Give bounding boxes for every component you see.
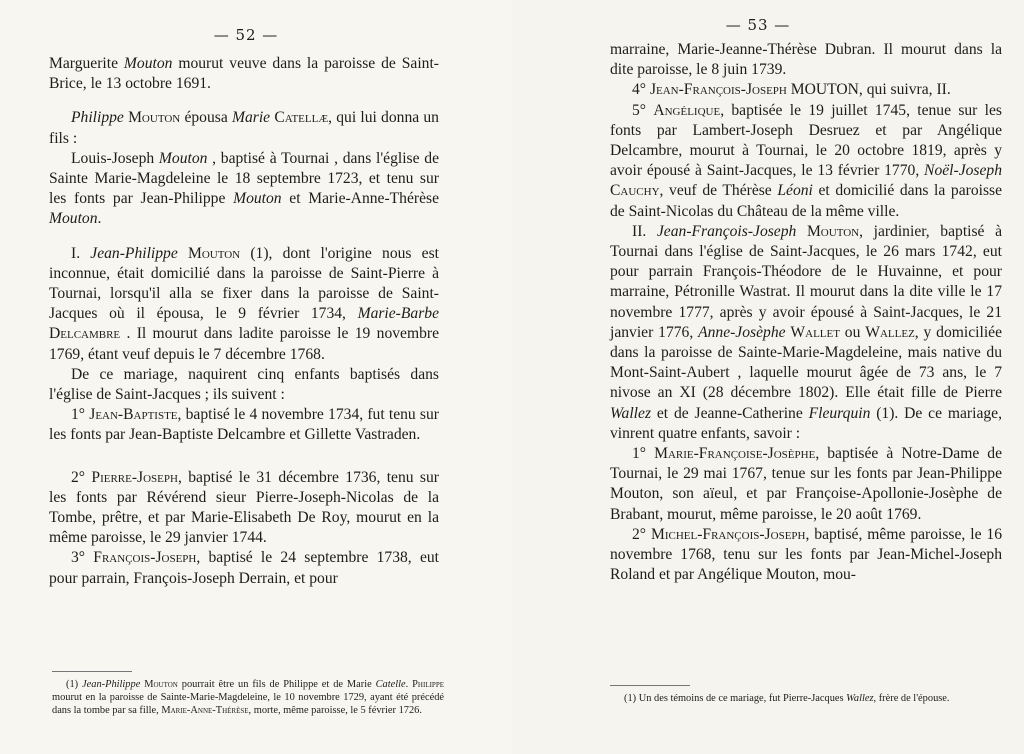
text-run: II. (632, 222, 657, 240)
footnote (610, 692, 1000, 705)
text-run: (1), dont l'origine nous est inconnue, était domicilié dans la paroisse de Saint-Pierre à Tournai, lorsqu'il alla se fixer dans la paroisse de Saint-Jacques où il épousa, le 9 février 1734, (49, 244, 440, 323)
text-run: I. (71, 244, 91, 262)
small-caps-name: Delcambre (49, 325, 121, 343)
small-caps-name: Jean-Baptiste (89, 406, 178, 424)
text-run: 1° (632, 445, 655, 463)
text-run: 4° (632, 81, 650, 99)
text-run: , y domiciliée dans la paroisse de Sainte-Marie-Magdeleine, mais native du Mont-Saint-Aubert , laquelle mourut âgée de 73 ans, le 7 nivose an XI (28 décembre 1802). Elle était fille de Pierre (610, 323, 1003, 402)
italic-text: Jean-Philippe (90, 244, 178, 262)
text-run: pourrait être un fils de Philippe et de Marie (177, 679, 376, 690)
paragraph (49, 365, 439, 405)
small-caps-name: Cauchy (610, 182, 660, 200)
text-run: , baptisé à Tournai , dans l'église de Sainte Marie-Magdeleine le 18 septembre 1723, et tenu sur les fonts par Jean-Philippe (49, 149, 439, 208)
italic-text: Wallez (610, 404, 652, 422)
text-run: . (97, 210, 102, 228)
text-run: 2° (632, 525, 651, 543)
paragraph (610, 101, 1002, 222)
text-run: , baptisée à Notre-Dame de Tournai, le 29 mai 1767, tenue sur les fonts par Jean-Philippe Mouton, son aïeul, et par Françoise-Apollonie-Josèphe de Brabant, mourut, même paroisse, le 20 août 1769. (610, 445, 1003, 523)
text-run: , veuf de Thérèse (659, 182, 778, 200)
text-run (796, 223, 807, 240)
small-caps-name: Angélique (653, 101, 721, 119)
text-run: . Il mourut dans ladite paroisse le 19 novembre 1769, étant veuf depuis le 7 décembre 1768. (49, 325, 439, 363)
small-caps-name: Mouton (187, 244, 241, 262)
small-caps-name: Marie-Anne-Thérèse (161, 705, 249, 716)
paragraph (610, 525, 1002, 586)
italic-text: Anne-Josèphe (698, 323, 786, 341)
text-run: mourut en la paroisse de Sainte-Marie-Magdeleine, le 10 novembre 1729, ayant été précédé dans la tombe par sa fille, (52, 692, 444, 716)
text-run: , baptisé, même paroisse, le 16 novembre 1768, tenu sur les fonts par Jean-Michel-Joseph Roland et par Angélique Mouton, mou- (610, 525, 1003, 584)
italic-text: Jean-Philippe (82, 679, 141, 690)
italic-text: Mouton (123, 55, 173, 72)
text-run: , baptisé le 4 novembre 1734, fut tenu sur les fonts par Jean-Baptiste Delcambre et Gillette Vastraden. (49, 406, 439, 444)
italic-text: Léoni (777, 182, 813, 200)
small-caps-name: Mouton (144, 679, 178, 690)
text-run: , frère de l'épouse. (873, 693, 950, 704)
text-run: MOUTON, qui suivra, II. (786, 81, 951, 99)
text-run: (1). De ce mariage, vinrent quatre enfants, savoir : (610, 404, 1002, 442)
paragraph (49, 548, 439, 588)
italic-text: Wallez (846, 693, 874, 704)
footnote-divider (52, 671, 132, 672)
text-run: 3° (71, 549, 94, 567)
paragraph (49, 468, 439, 549)
text-run: et domicilié dans la paroisse de Saint-Nicolas du Château de la même ville. (610, 182, 1003, 220)
page-number-52: — 52 — (213, 26, 279, 44)
text-run: , baptisé le 31 décembre 1736, tenu sur les fonts par Révérend sieur Pierre-Joseph-Nicolas de la Tombe, prêtre, et par Marie-Elisabeth De Roy, mourut en la même paroisse, le 29 janvier 1744. (49, 468, 439, 547)
page-number-53: — 53 — (725, 16, 791, 34)
small-caps-name: Marie-Françoise-Josèphe (654, 445, 816, 463)
text-run: (1) (66, 679, 83, 690)
italic-text: Marie-Barbe (357, 305, 439, 323)
italic-text: Jean-François-Joseph (656, 222, 797, 240)
small-caps-name: Wallez (865, 323, 915, 341)
italic-text: Philippe (71, 109, 124, 127)
text-run: ou (839, 323, 866, 341)
text-run: Marguerite (49, 55, 124, 72)
paragraph (610, 444, 1002, 525)
text-run: , morte, même paroisse, le 5 février 1726. (248, 705, 422, 716)
small-caps-name: Mouton (806, 222, 860, 240)
text-run: (1) Un des témoins de ce mariage, fut Pierre-Jacques (624, 693, 847, 704)
paragraph (49, 108, 439, 148)
paragraph (49, 244, 439, 365)
right-page (512, 0, 1024, 754)
text-run: et Marie-Anne-Thérèse (281, 190, 439, 208)
text-run: 1° (71, 406, 90, 424)
text-run (178, 245, 188, 262)
small-caps-name: Michel-François-Joseph (650, 525, 806, 543)
text-run: Louis-Joseph (71, 149, 159, 167)
small-caps-name: Mouton (128, 109, 181, 127)
italic-text: Mouton (233, 190, 282, 208)
right-page-body (610, 40, 1002, 585)
text-run: 5° (632, 101, 654, 119)
paragraph (610, 80, 1002, 100)
italic-text: Marie (231, 109, 271, 127)
text-run: , jardinier, baptisé à Tournai dans l'église de Saint-Jacques, le 26 mars 1742, eut pour parrain François-Théodore de le Huvainne, et pour marraine, Pétronille Wastrat. Il mourut dans la dite ville le 17 novembre 1777, après y avoir épousé à Saint-Jacques, le 21 janvier 1776, (610, 222, 1002, 341)
footnote-divider (610, 685, 690, 686)
italic-text: Fleurquin (808, 404, 871, 422)
footnote (52, 678, 444, 717)
text-run: 2° (71, 468, 92, 486)
text-run: . (405, 679, 413, 690)
small-caps-name: Pierre-Joseph (91, 468, 178, 486)
text-run: De ce mariage, naquirent cinq enfants baptisés dans l'église de Saint-Jacques ; ils suivent : (49, 365, 439, 404)
left-footnotes (52, 678, 444, 717)
italic-text: Noël-Joseph (924, 162, 1002, 180)
paragraph (49, 54, 439, 94)
paragraph (49, 405, 439, 445)
text-run: , baptisé le 24 septembre 1738, eut pour parrain, François-Joseph Derrain, et pour (49, 549, 439, 587)
right-footnotes (610, 692, 1000, 705)
text-run: , baptisée le 19 juillet 1745, tenue sur les fonts par Lambert-Joseph Desruez et par Angélique Delcambre, mourut à Tournai, le 20 octobre 1819, après y avoir épousé à Saint-Jacques, le 13 février 1770, (610, 101, 1002, 180)
italic-text: Catelle (375, 679, 406, 690)
paragraph (610, 40, 1002, 80)
italic-text: Mouton (49, 210, 98, 228)
small-caps-name: Catellæ (274, 109, 329, 127)
text-run: mourut veuve dans la paroisse de Saint-Brice, le 13 octobre 1691. (49, 55, 439, 93)
text-run: , qui lui donna un fils : (49, 109, 439, 147)
small-caps-name: Wallet (790, 323, 840, 341)
text-run: épousa (180, 109, 232, 127)
small-caps-name: François-Joseph (93, 549, 197, 567)
text-run: marraine, Marie-Jeanne-Thérèse Dubran. Il mourut dans la dite paroisse, le 8 juin 1739. (610, 41, 1002, 79)
small-caps-name: Philippe (412, 679, 444, 690)
small-caps-name: Jean-François-Joseph (649, 81, 787, 99)
left-page-body (49, 54, 439, 589)
paragraph (49, 149, 439, 230)
text-run: et de Jeanne-Catherine (651, 404, 809, 422)
paragraph (610, 222, 1002, 444)
italic-text: Mouton (158, 149, 208, 167)
